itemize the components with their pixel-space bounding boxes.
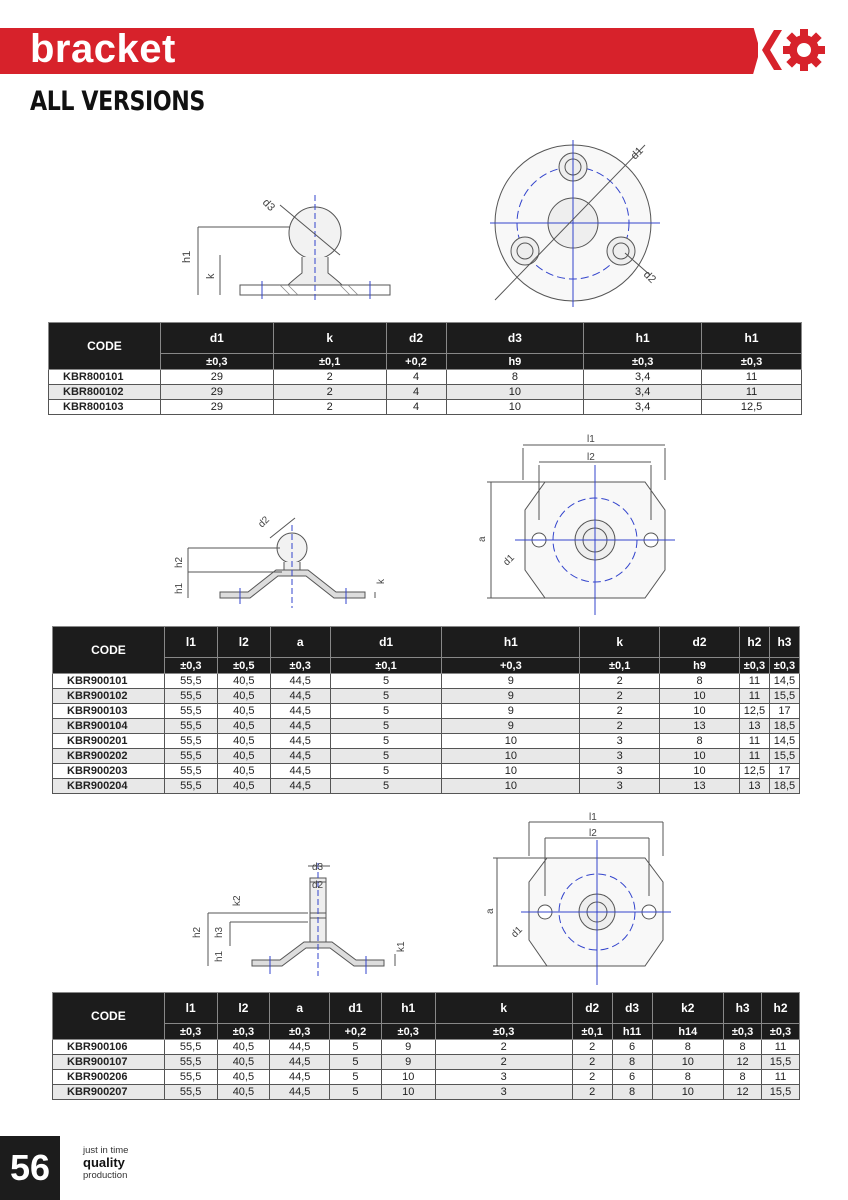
label-k1: k1 [396, 941, 407, 952]
table-cell: 10 [446, 385, 584, 400]
table-header-cell: h1 [381, 993, 435, 1024]
table-cell: 44,5 [270, 674, 330, 689]
table-cell: 17 [769, 704, 799, 719]
table-cell: 2 [572, 1040, 612, 1055]
table-cell: KBR900201 [53, 734, 165, 749]
table-cell: 8 [652, 1040, 724, 1055]
table-cell: 10 [442, 734, 580, 749]
table-header-cell: ±0,1 [572, 1024, 612, 1040]
table-cell: KBR900107 [53, 1055, 165, 1070]
drawing-side-view-3 [190, 858, 420, 978]
table-cell: 55,5 [164, 779, 217, 794]
table-cell: 12,5 [739, 704, 769, 719]
table-cell: 2 [273, 385, 386, 400]
table-cell: 2 [580, 719, 660, 734]
table-header-cell: h3 [769, 627, 799, 658]
table-cell: 11 [739, 734, 769, 749]
label-d2: d2 [640, 268, 659, 286]
table-cell: KBR900204 [53, 779, 165, 794]
table-cell: 55,5 [164, 719, 217, 734]
table-header-cell: k [273, 323, 386, 354]
table-cell: 2 [572, 1055, 612, 1070]
table-cell: 5 [330, 764, 442, 779]
table-cell: 2 [572, 1085, 612, 1100]
table-cell: 13 [739, 779, 769, 794]
label-d1: d1 [501, 552, 517, 569]
table-cell: KBR900103 [53, 704, 165, 719]
table-cell: 4 [386, 400, 446, 415]
table-header-cell: ±0,1 [580, 658, 660, 674]
label-l1: l1 [587, 434, 595, 445]
table-header-cell: ±0,3 [769, 658, 799, 674]
table-cell: 9 [442, 719, 580, 734]
table-cell: 40,5 [217, 764, 270, 779]
table-header-cell: k [580, 627, 660, 658]
table-cell: 5 [330, 1055, 382, 1070]
table-cell: 3,4 [584, 400, 702, 415]
table-cell: 40,5 [217, 704, 270, 719]
table-cell: KBR900206 [53, 1070, 165, 1085]
table-cell: 40,5 [217, 779, 270, 794]
table-cell: 40,5 [217, 674, 270, 689]
table-cell: 40,5 [217, 689, 270, 704]
table-cell: 40,5 [217, 719, 270, 734]
table-cell: KBR900101 [53, 674, 165, 689]
table-cell: KBR900203 [53, 764, 165, 779]
table-cell: 10 [660, 704, 740, 719]
table-cell: 11 [702, 385, 802, 400]
table-header-cell: h2 [762, 993, 800, 1024]
table-cell: 5 [330, 704, 442, 719]
table-header-cell: ±0,1 [330, 658, 442, 674]
table-header-cell: k [435, 993, 572, 1024]
table-cell: 9 [381, 1055, 435, 1070]
table-header-cell: d2 [386, 323, 446, 354]
table-header-cell: +0,3 [442, 658, 580, 674]
table-cell: 29 [160, 400, 273, 415]
table-cell: 4 [386, 385, 446, 400]
table-cell: 44,5 [270, 1085, 330, 1100]
table-cell: 11 [739, 689, 769, 704]
table-header-cell: ±0,3 [160, 354, 273, 370]
table-cell: 13 [660, 779, 740, 794]
table-cell: 15,5 [769, 689, 799, 704]
table-cell: 40,5 [217, 1055, 270, 1070]
table-cell: 40,5 [217, 1085, 270, 1100]
table-row [53, 1070, 800, 1085]
table-cell: 44,5 [270, 1070, 330, 1085]
table-cell: 5 [330, 1070, 382, 1085]
table-cell: 15,5 [762, 1085, 800, 1100]
table-cell: 55,5 [164, 1070, 217, 1085]
table-cell: 15,5 [762, 1055, 800, 1070]
label-d2: d2 [312, 880, 324, 891]
table-header-cell: ±0,3 [217, 1024, 270, 1040]
table-header-cell: h1 [584, 323, 702, 354]
table-header-cell: d3 [446, 323, 584, 354]
table-cell: 29 [160, 385, 273, 400]
label-h1: h1 [214, 950, 225, 962]
page-subtitle: ALL VERSIONS [30, 86, 205, 117]
table-header-cell: ±0,3 [739, 658, 769, 674]
table-cell: 12 [724, 1055, 762, 1070]
table-cell: 6 [612, 1070, 652, 1085]
label-d1: d1 [628, 144, 646, 163]
drawing-top-view-3 [485, 810, 675, 990]
label-h2: h2 [192, 926, 203, 938]
table-cell: 2 [435, 1055, 572, 1070]
table-cell: 2 [273, 370, 386, 385]
table-cell: 44,5 [270, 1055, 330, 1070]
table-cell: 5 [330, 779, 442, 794]
label-d3: d3 [259, 196, 278, 214]
table-cell: KBR900102 [53, 689, 165, 704]
label-k: k [376, 579, 387, 584]
table-header-cell: ±0,3 [270, 658, 330, 674]
table-row [53, 779, 800, 794]
table-cell: KBR900207 [53, 1085, 165, 1100]
table-header-cell: k2 [652, 993, 724, 1024]
table-header-cell: h9 [446, 354, 584, 370]
table-row [53, 674, 800, 689]
table-cell: KBR900106 [53, 1040, 165, 1055]
table-cell: 17 [769, 764, 799, 779]
table-cell: KBR800101 [49, 370, 161, 385]
table-cell: 15,5 [769, 749, 799, 764]
drawing-top-view-2 [475, 430, 685, 620]
table-row [53, 689, 800, 704]
table-cell: 3 [580, 749, 660, 764]
label-h1: h1 [181, 250, 193, 263]
table-cell: 10 [660, 689, 740, 704]
label-l1: l1 [589, 812, 597, 823]
table-header-cell: d2 [572, 993, 612, 1024]
table-cell: 2 [572, 1070, 612, 1085]
table-row [53, 719, 800, 734]
table-cell: 5 [330, 734, 442, 749]
table-header-cell: ±0,3 [702, 354, 802, 370]
table-row [53, 749, 800, 764]
table-cell: 44,5 [270, 779, 330, 794]
table-header-cell: h14 [652, 1024, 724, 1040]
table-header-cell: a [270, 627, 330, 658]
table-cell: 3 [580, 764, 660, 779]
table-cell: 5 [330, 749, 442, 764]
table-cell: 4 [386, 370, 446, 385]
table-cell: 44,5 [270, 1040, 330, 1055]
col-header-code: CODE [49, 323, 161, 370]
label-d2: d2 [256, 514, 272, 531]
table-header-cell: ±0,3 [724, 1024, 762, 1040]
table-cell: 10 [381, 1085, 435, 1100]
table-cell: 44,5 [270, 734, 330, 749]
table-cell: 3 [435, 1070, 572, 1085]
table-cell: 8 [612, 1055, 652, 1070]
table-cell: 12,5 [739, 764, 769, 779]
table-cell: 14,5 [769, 674, 799, 689]
table-cell: 3 [580, 734, 660, 749]
table-header-cell: h1 [702, 323, 802, 354]
table-cell: 12,5 [702, 400, 802, 415]
table-header-cell: a [270, 993, 330, 1024]
table-header-cell: ±0,1 [273, 354, 386, 370]
table-cell: 55,5 [164, 704, 217, 719]
table-cell: 3,4 [584, 385, 702, 400]
table-cell: 55,5 [164, 1085, 217, 1100]
table-cell: 10 [381, 1070, 435, 1085]
table-cell: 11 [739, 749, 769, 764]
table-row [49, 385, 802, 400]
table-header-cell: h3 [724, 993, 762, 1024]
table-cell: 9 [442, 704, 580, 719]
table-cell: 10 [660, 749, 740, 764]
drawing-top-view-1 [485, 135, 675, 315]
table-cell: KBR800103 [49, 400, 161, 415]
spec-table-3 [52, 992, 800, 1100]
drawing-side-view-2 [170, 510, 400, 610]
table-header-cell: ±0,3 [762, 1024, 800, 1040]
table-cell: 5 [330, 719, 442, 734]
table-cell: 11 [739, 674, 769, 689]
table-row [53, 734, 800, 749]
label-k2: k2 [232, 895, 243, 906]
label-l2: l2 [589, 828, 597, 839]
table-row [53, 704, 800, 719]
table-cell: 5 [330, 1040, 382, 1055]
table-header-cell: +0,2 [330, 1024, 382, 1040]
table-cell: 11 [762, 1070, 800, 1085]
table-header-cell: l2 [217, 993, 270, 1024]
table-header-cell: ±0,3 [435, 1024, 572, 1040]
table-cell: 2 [580, 704, 660, 719]
table-cell: KBR900202 [53, 749, 165, 764]
drawing-side-view-1 [180, 185, 400, 310]
table-cell: 8 [652, 1070, 724, 1085]
table-cell: 10 [660, 764, 740, 779]
table-cell: 5 [330, 674, 442, 689]
table-header-cell: l2 [217, 627, 270, 658]
table-cell: 3 [580, 779, 660, 794]
table-cell: 11 [702, 370, 802, 385]
table-cell: 44,5 [270, 764, 330, 779]
table-cell: 55,5 [164, 764, 217, 779]
table-cell: 40,5 [217, 1070, 270, 1085]
label-d3: d3 [312, 862, 324, 873]
table-cell: 10 [442, 749, 580, 764]
table-cell: 55,5 [164, 749, 217, 764]
label-a: a [477, 536, 488, 542]
table-cell: 8 [724, 1040, 762, 1055]
page-number: 56 [0, 1136, 60, 1200]
table-cell: 55,5 [164, 734, 217, 749]
table-cell: 2 [580, 689, 660, 704]
label-a: a [485, 908, 496, 914]
table-cell: 10 [442, 764, 580, 779]
table-cell: 3 [435, 1085, 572, 1100]
label-k: k [205, 273, 217, 279]
table-header-cell: l1 [164, 627, 217, 658]
table-cell: 44,5 [270, 689, 330, 704]
table-header-cell: d1 [330, 993, 382, 1024]
table-cell: 13 [739, 719, 769, 734]
label-h2: h2 [174, 556, 185, 568]
table-header-cell: +0,2 [386, 354, 446, 370]
table-cell: 18,5 [769, 719, 799, 734]
table-cell: 18,5 [769, 779, 799, 794]
table-cell: KBR800102 [49, 385, 161, 400]
table-cell: KBR900104 [53, 719, 165, 734]
table-cell: 5 [330, 689, 442, 704]
table-cell: 44,5 [270, 719, 330, 734]
table-cell: 55,5 [164, 1055, 217, 1070]
table-cell: 8 [446, 370, 584, 385]
table-header-cell: l1 [164, 993, 217, 1024]
table-header-cell: d3 [612, 993, 652, 1024]
table-header-cell: h1 [442, 627, 580, 658]
table-row [53, 764, 800, 779]
table-cell: 55,5 [164, 1040, 217, 1055]
table-row [53, 1040, 800, 1055]
table-header-cell: h9 [660, 658, 740, 674]
table-cell: 10 [446, 400, 584, 415]
table-cell: 2 [580, 674, 660, 689]
table-row [53, 1055, 800, 1070]
label-d1: d1 [509, 924, 525, 941]
table-header-cell: d1 [160, 323, 273, 354]
label-h1: h1 [174, 582, 185, 594]
table-cell: 9 [442, 689, 580, 704]
table-cell: 2 [435, 1040, 572, 1055]
table-header-cell: h11 [612, 1024, 652, 1040]
table-row [53, 1085, 800, 1100]
table-cell: 44,5 [270, 749, 330, 764]
table-cell: 8 [724, 1070, 762, 1085]
table-cell: 40,5 [217, 749, 270, 764]
table-header-cell: d2 [660, 627, 740, 658]
table-cell: 10 [652, 1085, 724, 1100]
spec-table-1 [48, 322, 802, 415]
table-cell: 13 [660, 719, 740, 734]
table-header-cell: ±0,3 [164, 1024, 217, 1040]
spec-table-2 [52, 626, 800, 794]
table-cell: 8 [660, 674, 740, 689]
table-header-cell: ±0,3 [164, 658, 217, 674]
table-cell: 44,5 [270, 704, 330, 719]
table-row [49, 400, 802, 415]
table-header-cell: CODE [53, 993, 165, 1040]
table-header-cell: d1 [330, 627, 442, 658]
table-cell: 29 [160, 370, 273, 385]
table-header-cell: CODE [53, 627, 165, 674]
footer-tagline: just in time quality production [83, 1145, 129, 1181]
table-header-cell: h2 [739, 627, 769, 658]
table-cell: 8 [612, 1085, 652, 1100]
table-cell: 10 [652, 1055, 724, 1070]
brand-logo-gear-icon [752, 22, 832, 78]
table-cell: 9 [442, 674, 580, 689]
table-cell: 11 [762, 1040, 800, 1055]
table-cell: 40,5 [217, 734, 270, 749]
table-cell: 5 [330, 1085, 382, 1100]
table-cell: 55,5 [164, 674, 217, 689]
table-cell: 2 [273, 400, 386, 415]
table-row [49, 370, 802, 385]
page-title: bracket [30, 27, 176, 71]
table-cell: 6 [612, 1040, 652, 1055]
table-cell: 9 [381, 1040, 435, 1055]
table-cell: 3,4 [584, 370, 702, 385]
label-h3: h3 [214, 926, 225, 938]
table-cell: 8 [660, 734, 740, 749]
table-header-cell: ±0,3 [381, 1024, 435, 1040]
table-header-cell: ±0,3 [584, 354, 702, 370]
table-header-cell: ±0,5 [217, 658, 270, 674]
table-header-cell: ±0,3 [270, 1024, 330, 1040]
table-cell: 55,5 [164, 689, 217, 704]
table-cell: 14,5 [769, 734, 799, 749]
table-cell: 40,5 [217, 1040, 270, 1055]
table-cell: 12 [724, 1085, 762, 1100]
table-cell: 10 [442, 779, 580, 794]
label-l2: l2 [587, 452, 595, 463]
